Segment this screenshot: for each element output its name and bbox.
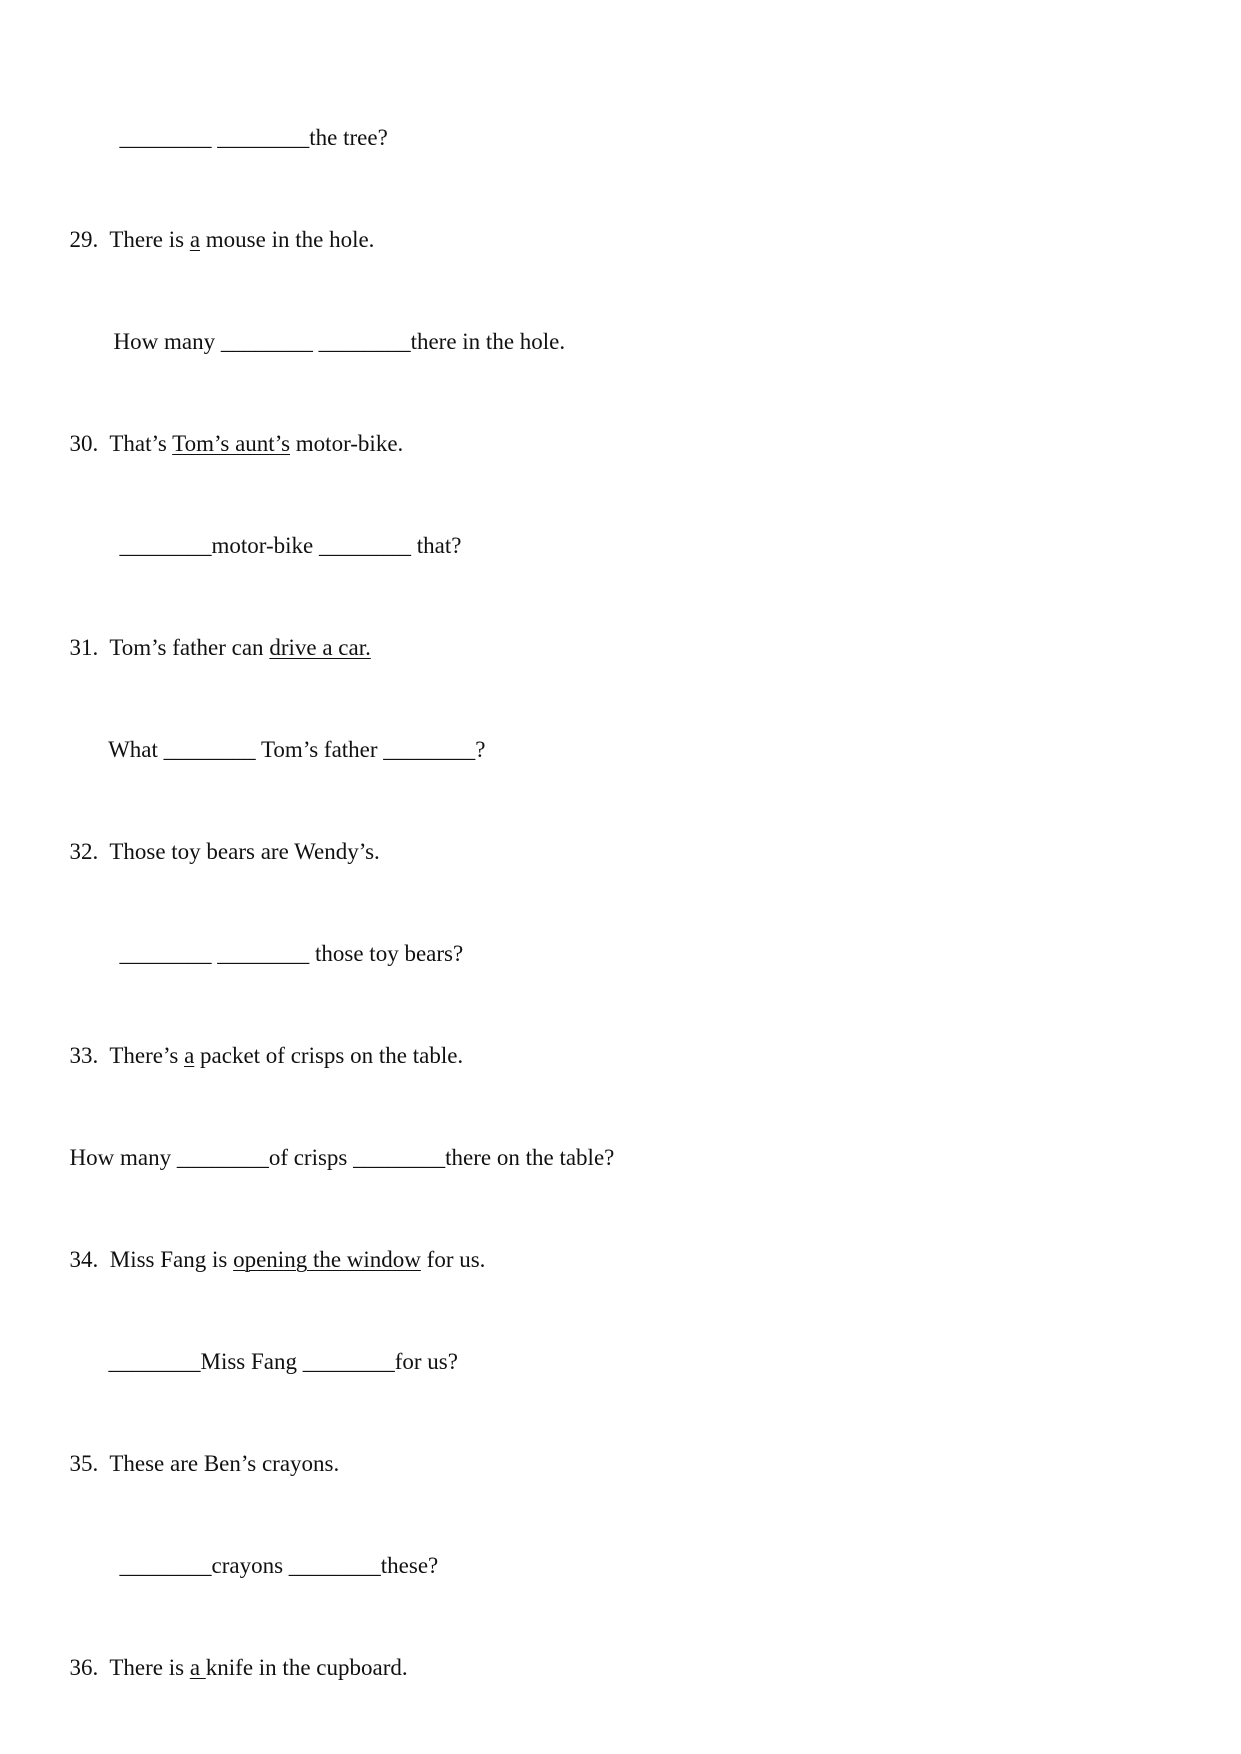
answer-line-35: ________crayons ________these? <box>119 1553 439 1578</box>
question-29: 29. There is a mouse in the hole. <box>69 227 375 252</box>
question-35: 35. These are Ben’s crayons. <box>69 1451 340 1476</box>
answer-line-31: What ________ Tom’s father ________? <box>108 737 486 762</box>
answer-line-28: ________ ________the tree? <box>119 125 388 150</box>
question-36: 36. There is a knife in the cupboard. <box>69 1655 408 1680</box>
question-33: 33. There’s a packet of crisps on the table. <box>69 1043 464 1068</box>
question-34: 34. Miss Fang is opening the window for us. <box>69 1247 486 1272</box>
answer-line-32: ________ ________ those toy bears? <box>119 941 464 966</box>
answer-line-33: How many ________of crisps ________there on the table? <box>69 1145 615 1170</box>
question-32: 32. Those toy bears are Wendy’s. <box>69 839 380 864</box>
answer-line-30: ________motor-bike ________ that? <box>119 533 462 558</box>
answer-line-34: ________Miss Fang ________for us? <box>108 1349 458 1374</box>
question-31: 31. Tom’s father can drive a car. <box>69 635 371 660</box>
answer-line-29: How many ________ ________there in the hole. <box>113 329 566 354</box>
question-30: 30. That’s Tom’s aunt’s motor-bike. <box>69 431 404 456</box>
